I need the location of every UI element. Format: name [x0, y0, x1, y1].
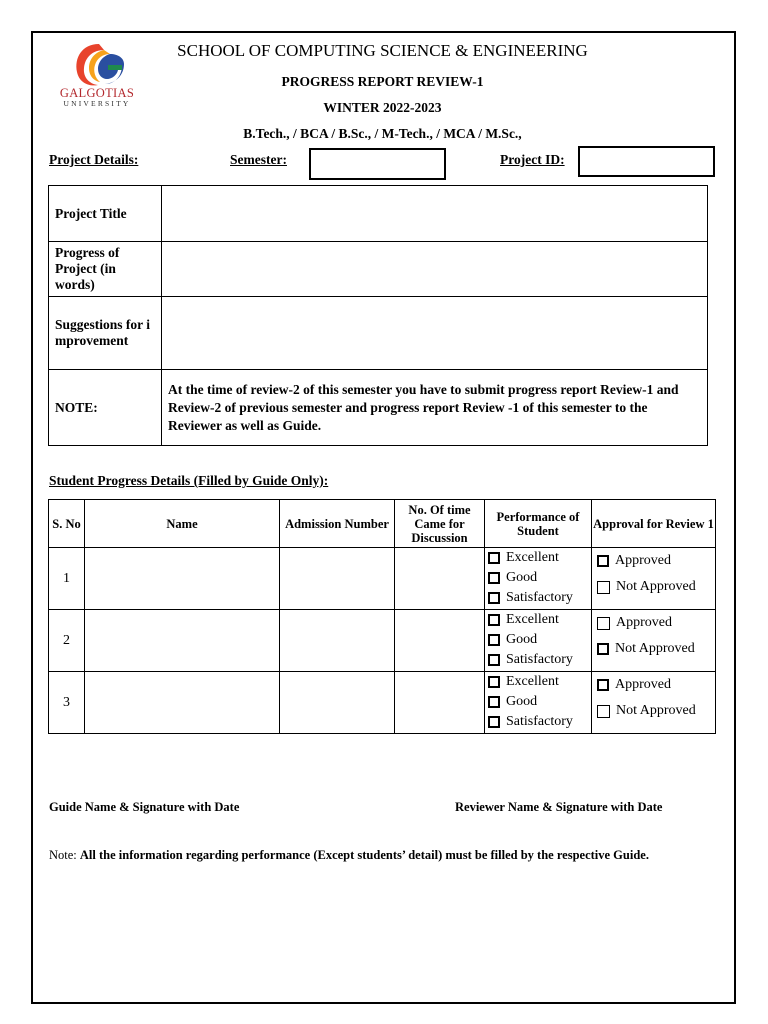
option-not-approved[interactable]: Not Approved	[594, 636, 715, 662]
table-row	[49, 242, 708, 297]
option-approved[interactable]: Approved	[594, 610, 715, 636]
table-row	[49, 610, 716, 672]
checkbox-icon[interactable]	[488, 654, 500, 666]
checkbox-icon[interactable]	[597, 679, 609, 691]
note-label: NOTE:	[49, 370, 162, 446]
table-row	[49, 370, 708, 446]
sno-cell: 3	[49, 672, 85, 734]
col-discussion: No. Of time Came for Discussion	[395, 500, 485, 548]
term-title: WINTER 2022-2023	[323, 100, 442, 115]
checkbox-icon[interactable]	[597, 643, 609, 655]
option-good[interactable]: Good	[485, 630, 591, 650]
project-title-label: Project Title	[49, 186, 162, 242]
performance-cell	[485, 672, 592, 734]
progress-label: Progress of Project (in words)	[49, 242, 162, 297]
admission-cell[interactable]	[280, 548, 395, 610]
sno-cell: 2	[49, 610, 85, 672]
checkbox-icon[interactable]	[488, 614, 500, 626]
checkbox-icon[interactable]	[488, 696, 500, 708]
performance-cell	[485, 548, 592, 610]
col-approval: Approval for Review 1	[592, 500, 716, 548]
option-excellent[interactable]: Excellent	[485, 548, 591, 568]
note-text: At the time of review-2 of this semester you have to submit progress report Review-1 and Review-2 of previous semester and progress report Review -1 of this semester to the Reviewer as well as Guide.	[162, 370, 708, 446]
col-name: Name	[85, 500, 280, 548]
checkbox-icon[interactable]	[597, 617, 610, 630]
checkbox-icon[interactable]	[488, 676, 500, 688]
option-excellent[interactable]: Excellent	[485, 672, 591, 692]
approval-cell	[592, 610, 716, 672]
discussion-cell[interactable]	[395, 548, 485, 610]
checkbox-icon[interactable]	[597, 581, 610, 594]
footer-note-text: All the information regarding performance (Except students’ detail) must be filled by the respective Guide.	[79, 848, 649, 862]
footer-note	[49, 848, 649, 863]
admission-cell[interactable]	[280, 672, 395, 734]
option-not-approved[interactable]: Not Approved	[594, 698, 715, 724]
name-cell[interactable]	[85, 548, 280, 610]
admission-cell[interactable]	[280, 610, 395, 672]
school-title: SCHOOL OF COMPUTING SCIENCE & ENGINEERING	[177, 41, 588, 60]
guide-signature-label: Guide Name & Signature with Date	[49, 800, 240, 814]
programs-line: B.Tech., / BCA / B.Sc., / M-Tech., / MCA / M.Sc.,	[243, 126, 522, 141]
col-admission: Admission Number	[280, 500, 395, 548]
logo-name: GALGOTIAS	[59, 86, 135, 100]
checkbox-icon[interactable]	[488, 552, 500, 564]
option-approved[interactable]: Approved	[594, 672, 715, 698]
name-cell[interactable]	[85, 610, 280, 672]
suggestions-field[interactable]	[162, 297, 708, 370]
semester-label: Semester:	[230, 152, 287, 167]
option-satisfactory[interactable]: Satisfactory	[485, 650, 591, 670]
semester-field[interactable]	[309, 148, 446, 180]
footer-note-prefix: Note:	[49, 848, 80, 862]
progress-field[interactable]	[162, 242, 708, 297]
option-good[interactable]: Good	[485, 568, 591, 588]
project-details-label: Project Details:	[49, 152, 139, 167]
student-section-title: Student Progress Details (Filled by Guide Only):	[49, 473, 329, 488]
name-cell[interactable]	[85, 672, 280, 734]
project-table	[48, 185, 708, 446]
col-performance: Performance of Student	[485, 500, 592, 548]
project-id-label: Project ID:	[500, 152, 565, 167]
col-sno: S. No	[49, 500, 85, 548]
option-not-approved[interactable]: Not Approved	[594, 574, 715, 600]
table-row	[49, 297, 708, 370]
reviewer-signature-label: Reviewer Name & Signature with Date	[455, 800, 663, 814]
table-row	[49, 186, 708, 242]
approval-cell	[592, 672, 716, 734]
checkbox-icon[interactable]	[488, 634, 500, 646]
checkbox-icon[interactable]	[488, 572, 500, 584]
table-row	[49, 672, 716, 734]
option-satisfactory[interactable]: Satisfactory	[485, 712, 591, 732]
sno-cell: 1	[49, 548, 85, 610]
student-table	[48, 499, 716, 734]
suggestions-label: Suggestions for improvement	[49, 297, 162, 370]
checkbox-icon[interactable]	[488, 716, 500, 728]
option-satisfactory[interactable]: Satisfactory	[485, 588, 591, 608]
report-title: PROGRESS REPORT REVIEW-1	[281, 74, 484, 89]
approval-cell	[592, 548, 716, 610]
option-approved[interactable]: Approved	[594, 548, 715, 574]
discussion-cell[interactable]	[395, 610, 485, 672]
option-excellent[interactable]: Excellent	[485, 610, 591, 630]
project-title-field[interactable]	[162, 186, 708, 242]
checkbox-icon[interactable]	[488, 592, 500, 604]
discussion-cell[interactable]	[395, 672, 485, 734]
performance-cell	[485, 610, 592, 672]
checkbox-icon[interactable]	[597, 555, 609, 567]
option-good[interactable]: Good	[485, 692, 591, 712]
table-row	[49, 548, 716, 610]
table-header-row	[49, 500, 716, 548]
checkbox-icon[interactable]	[597, 705, 610, 718]
logo-subtitle: UNIVERSITY	[63, 99, 131, 108]
project-id-field[interactable]	[578, 146, 715, 177]
